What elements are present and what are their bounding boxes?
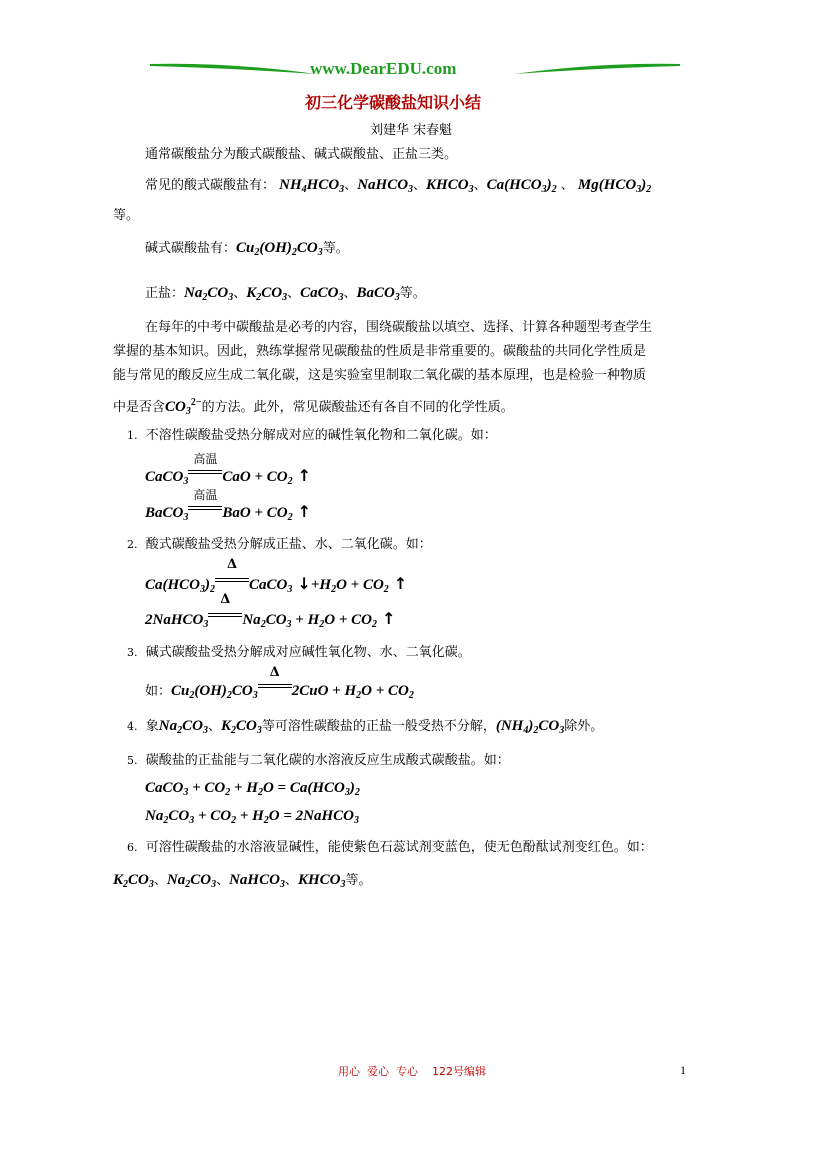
equation-1a: CaCO$_3$ 高温 CaO + $CO_2$ ↑: [145, 452, 312, 487]
formula-ca-hco3-2: $Ca(HCO_3)_2$: [486, 177, 557, 195]
sep: 、: [473, 178, 487, 193]
formula-baco3: BaCO$_3$: [356, 285, 400, 303]
header-swoosh-left: [148, 60, 318, 80]
item-5-text: 碳酸盐的正盐能与二氧化碳的水溶液反应生成酸式碳酸盐。如：: [145, 753, 510, 768]
sep: 、: [560, 178, 574, 193]
equals-high-temp: 高温: [188, 504, 222, 514]
para-line-3: 能与常见的酸反应生成二氧化碳，这是实验室里制取二氧化碳的基本原理，也是检验一种物质: [113, 368, 647, 383]
intro-text: 通常碳酸盐分为酸式碳酸盐、碱式碳酸盐、正盐三类。: [145, 147, 458, 162]
normal-end: 等。: [399, 286, 426, 301]
example-label: 如：: [145, 684, 172, 699]
gas-up-arrow: ↑: [393, 574, 408, 593]
item-number: 2.: [127, 538, 138, 551]
gas-up-arrow: ↑: [382, 609, 396, 628]
sep: 、: [343, 286, 357, 301]
equals-heat: Δ: [258, 682, 292, 692]
equation-2b: 2NaHCO$_3$ Δ $Na_2CO_3 + H_2O + CO_2$ ↑: [145, 592, 396, 630]
para-l4b: 的方法。此外，常见碳酸盐还有各自不同的化学性质。: [201, 400, 514, 415]
sep: 、: [233, 286, 247, 301]
sep: 、: [216, 873, 230, 888]
sep: 、: [287, 286, 301, 301]
item-2: [127, 535, 432, 555]
para-line-1: 在每年的中考中碳酸盐是必考的内容，围绕碳酸盐以填空、选择、计算各种题型考查学生: [145, 320, 653, 335]
item-3-text: 碱式碳酸盐受热分解成对应碱性氧化物、水、二氧化碳。: [145, 645, 471, 660]
formula-nh4-2co3: $(NH_4)_2CO_3$: [495, 718, 565, 736]
sep: 、: [344, 178, 358, 193]
equals-heat: Δ: [215, 576, 249, 586]
page-number: 1: [680, 1063, 686, 1077]
sep: 、: [207, 719, 221, 734]
basic-end: 等。: [322, 241, 349, 256]
item-number: 3.: [127, 646, 138, 659]
footer-text: 用心 爱心 专心 122号编辑: [338, 1065, 486, 1078]
precipitate-down-arrow: ↓: [297, 574, 311, 593]
acid-label: 常见的酸式碳酸盐有：: [145, 178, 276, 193]
formula-khco3: $KHCO_3$: [426, 177, 474, 195]
formula-nahco3: NaHCO$_3$: [357, 177, 414, 195]
basic-carbonates-line: [145, 238, 349, 263]
sep: 、: [413, 178, 427, 193]
item-6: [127, 838, 653, 858]
authors: 刘建华 宋春魁: [370, 123, 453, 138]
item-6-text: 可溶性碳酸盐的水溶液显碱性，能使紫色石蕊试剂变蓝色，使无色酚酞试剂变红色。如：: [145, 840, 653, 855]
item-3: [127, 643, 471, 663]
formula-na2co3: $Na_2CO_3$: [184, 285, 234, 303]
item-2-text: 酸式碳酸盐受热分解成正盐、水、二氧化碳。如：: [145, 537, 432, 552]
acid-end: 等。: [113, 208, 140, 223]
item-number: 4.: [127, 720, 138, 733]
item-4: 4. 象$Na_2CO_3$、$K_2CO_3$等可溶性碳酸盐的正盐一般受热不分解，$(NH_4)_2CO_3$除外。: [127, 718, 604, 736]
equation-5b: $Na_2CO_3 + CO_2 + H_2O$ = 2NaHCO$_3$: [145, 808, 360, 826]
item-4-a: 象: [145, 719, 159, 734]
equals-high-temp: 高温: [188, 468, 222, 478]
normal-salts-line: [145, 283, 426, 308]
sep: 、: [153, 873, 167, 888]
formula-k2co3: $K_2CO_3$: [246, 285, 288, 303]
item-number: 6.: [127, 841, 138, 854]
item-6-examples: $K_2CO_3$、$Na_2CO_3$、NaHCO$_3$、$KHCO_3$等。: [113, 872, 372, 890]
item-6-end: 等。: [345, 873, 372, 888]
gas-up-arrow: ↑: [297, 502, 312, 521]
equation-3: 如：$Cu_2(OH)_2CO_3$ Δ $2CuO + H_2O + CO_2$: [145, 665, 414, 701]
item-number: 1.: [127, 429, 138, 442]
formula-caco3: CaCO$_3$: [300, 285, 344, 303]
item-1: [127, 426, 497, 446]
equation-2a: $Ca(HCO_3)_2$ Δ CaCO$_3$ $↓+H_2O + CO_2$ ↑: [145, 557, 408, 595]
para-line-2: 掌握的基本知识。因此，熟练掌握常见碳酸盐的性质是非常重要的。碳酸盐的共同化学性质是: [113, 344, 647, 359]
sep: 、: [284, 873, 298, 888]
formula-mg-hco3-2: $Mg(HCO_3)_2$: [577, 177, 652, 195]
equals-heat: Δ: [208, 611, 242, 621]
acid-carbonates-line: [145, 175, 651, 200]
equation-5a: CaCO$_3$ + $CO_2 + H_2O = Ca(HCO_3)_2$: [145, 780, 360, 798]
header-site-url[interactable]: www.DearEDU.com: [310, 59, 457, 78]
para-line-4: [113, 393, 514, 422]
header-swoosh-right: [512, 60, 682, 80]
item-5: [127, 751, 510, 771]
para-l4a: 中是否含: [113, 400, 166, 415]
gas-up-arrow: ↑: [297, 466, 312, 485]
formula-cu2oh2co3: $Cu_2(OH)_2CO_3$: [236, 240, 323, 258]
item-4-c: 除外。: [564, 719, 604, 734]
formula-co3-ion: $CO_3^{2-}$: [165, 397, 202, 417]
item-4-b: 等可溶性碳酸盐的正盐一般受热不分解，: [261, 719, 496, 734]
item-1-text: 不溶性碳酸盐受热分解成对应的碱性氧化物和二氧化碳。如：: [145, 428, 497, 443]
equation-1b: BaCO$_3$ 高温 BaO + $CO_2$ ↑: [145, 488, 312, 523]
page-title: 初三化学碳酸盐知识小结: [305, 93, 482, 112]
formula-nh4hco3: $NH_4HCO_3$: [279, 177, 345, 195]
basic-label: 碱式碳酸盐有：: [145, 241, 237, 256]
item-number: 5.: [127, 754, 138, 767]
normal-label: 正盐：: [145, 286, 185, 301]
